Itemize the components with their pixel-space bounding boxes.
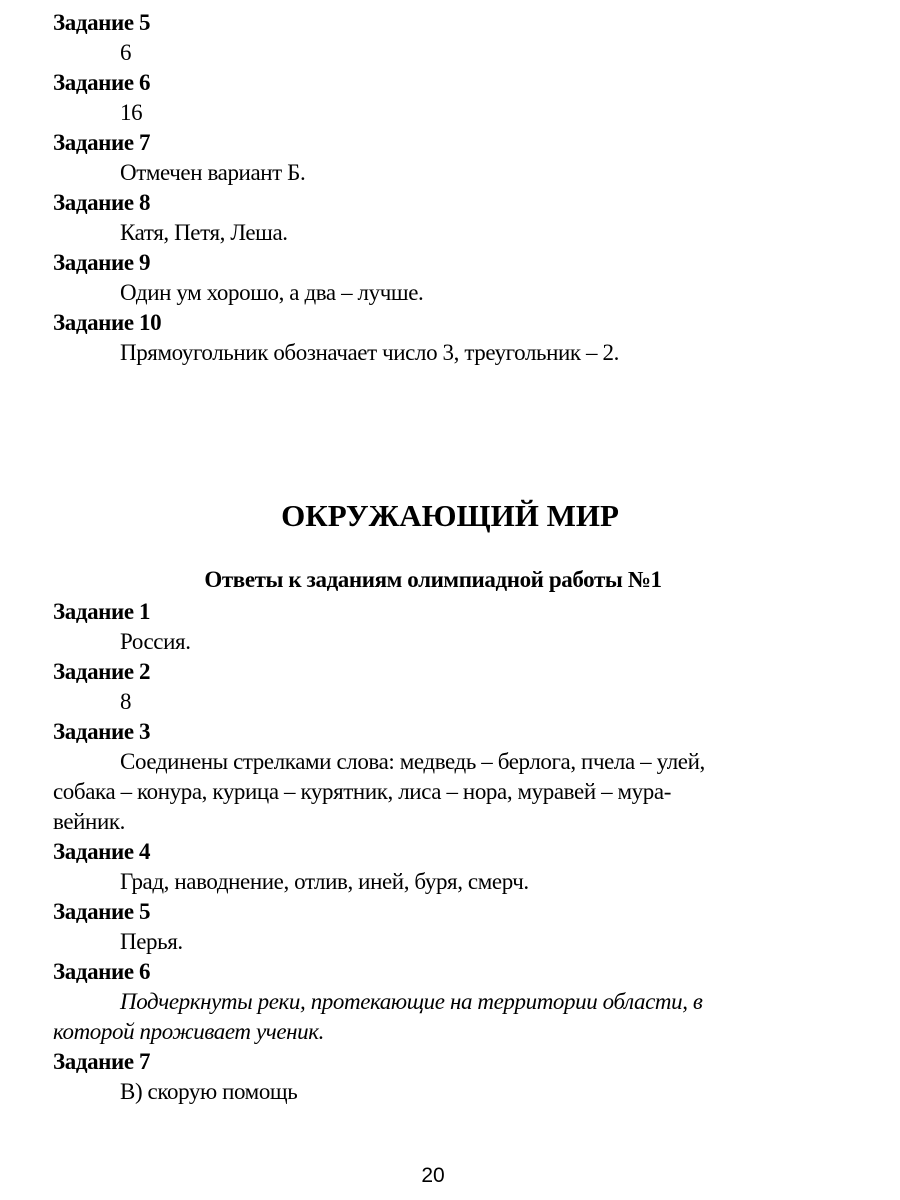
task-label: Задание 9 <box>53 250 151 275</box>
task-answer: собака – конура, курица – курятник, лиса – нора, муравей – мура- <box>53 779 671 804</box>
task-label: Задание 7 <box>53 1049 151 1074</box>
task-label: Задание 8 <box>53 190 151 215</box>
task-answer: Один ум хорошо, а два – лучше. <box>120 280 424 305</box>
task-label: Задание 2 <box>53 659 151 684</box>
math-answers <box>53 8 853 368</box>
task-answer: Россия. <box>120 629 191 654</box>
task-label: Задание 10 <box>53 310 162 335</box>
task-answer: 16 <box>120 100 143 125</box>
task-answer: Отмечен вариант Б. <box>120 160 306 185</box>
task-answer: 6 <box>120 40 132 65</box>
task-label: Задание 6 <box>53 70 151 95</box>
task-answer: В) скорую помощь <box>120 1079 298 1104</box>
task-answer: Катя, Петя, Леша. <box>120 220 288 245</box>
task-label: Задание 4 <box>53 839 151 864</box>
task-label: Задание 6 <box>53 959 151 984</box>
task-answer: которой проживает ученик. <box>53 1019 324 1044</box>
task-label: Задание 3 <box>53 719 151 744</box>
page-number: 20 <box>421 1164 445 1187</box>
task-label: Задание 5 <box>53 899 151 924</box>
task-label: Задание 1 <box>53 599 151 624</box>
task-answer: вейник. <box>53 809 125 834</box>
world-answers <box>53 597 853 1107</box>
task-answer: Град, наводнение, отлив, иней, буря, смерч. <box>120 869 529 894</box>
section-subtitle: Ответы к заданиям олимпиадной работы №1 <box>204 567 662 592</box>
section-title: ОКРУЖАЮЩИЙ МИР <box>281 498 619 533</box>
task-answer: Прямоугольник обозначает число 3, треугольник – 2. <box>120 340 619 365</box>
task-answer: Подчеркнуты реки, протекающие на территории области, в <box>120 989 703 1014</box>
task-answer: 8 <box>120 689 132 714</box>
task-answer: Соединены стрелками слова: медведь – берлога, пчела – улей, <box>120 749 705 774</box>
task-label: Задание 5 <box>53 10 151 35</box>
task-label: Задание 7 <box>53 130 151 155</box>
task-answer: Перья. <box>120 929 183 954</box>
